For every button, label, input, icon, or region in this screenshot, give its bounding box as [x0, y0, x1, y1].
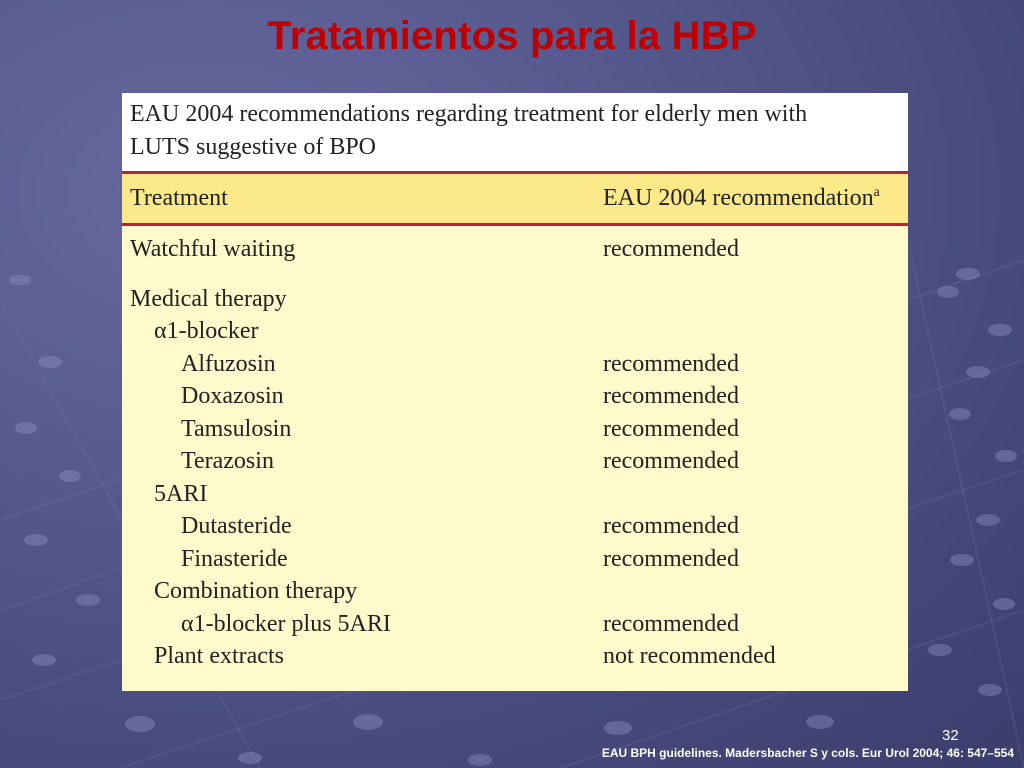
treatment-category: Medical therapy: [130, 285, 287, 312]
column-header-recommendation: [603, 185, 880, 212]
treatment-name: Watchful waiting: [130, 236, 296, 262]
table-row: [122, 640, 908, 673]
treatment-name: Doxazosin: [181, 383, 284, 409]
table-row: [122, 315, 908, 348]
table-row: [122, 478, 908, 511]
recommendation-value: recommended: [603, 236, 739, 262]
treatment-name: α1-blocker plus 5ARI: [181, 610, 391, 637]
table-row: [122, 608, 908, 641]
treatment-name: Dutasteride: [181, 513, 292, 539]
table-header-row: [122, 171, 908, 226]
recommendation-value: recommended: [603, 513, 739, 539]
recommendation-value: recommended: [603, 350, 739, 377]
table-caption-line-2: LUTS suggestive of BPO: [130, 134, 376, 160]
treatment-subcategory: 5ARI: [154, 480, 208, 507]
recommendation-value: recommended: [603, 383, 739, 409]
treatment-subcategory: Combination therapy: [154, 578, 358, 604]
table-row: [122, 510, 908, 543]
table-row: [122, 413, 908, 446]
table-row: [122, 283, 908, 316]
treatment-name: Tamsulosin: [181, 415, 292, 442]
slide-title: Tratamientos para la HBP: [267, 14, 757, 58]
citation-footer: EAU BPH guidelines. Madersbacher S y cols. Eur Urol 2004; 46: 547–554: [601, 746, 1014, 760]
table-row: [122, 233, 908, 266]
treatment-name: Alfuzosin: [181, 350, 276, 377]
recommendation-value: recommended: [603, 415, 739, 442]
table-row: [122, 575, 908, 608]
recommendation-value: recommended: [603, 448, 739, 474]
treatment-subcategory: α1-blocker: [154, 318, 259, 344]
table-row: [122, 380, 908, 413]
table-row: [122, 445, 908, 478]
page-number: 32: [942, 727, 959, 744]
treatment-name: Finasteride: [181, 545, 288, 572]
treatment-name: Plant extracts: [154, 643, 284, 669]
footnote-marker: a: [873, 185, 880, 200]
recommendation-value: not recommended: [603, 643, 776, 669]
table-caption: [122, 93, 908, 171]
treatment-name: Terazosin: [181, 448, 274, 474]
table-row: [122, 543, 908, 576]
column-header-recommendation-label: EAU 2004 recommendation: [603, 185, 874, 211]
table-caption-line-1: EAU 2004 recommendations regarding treatment for elderly men with: [130, 101, 808, 127]
column-header-treatment: Treatment: [130, 185, 228, 211]
table-body: [122, 226, 908, 673]
recommendation-value: recommended: [603, 610, 739, 637]
recommendations-table: [122, 93, 908, 691]
recommendation-value: recommended: [603, 545, 739, 572]
table-row: [122, 348, 908, 381]
